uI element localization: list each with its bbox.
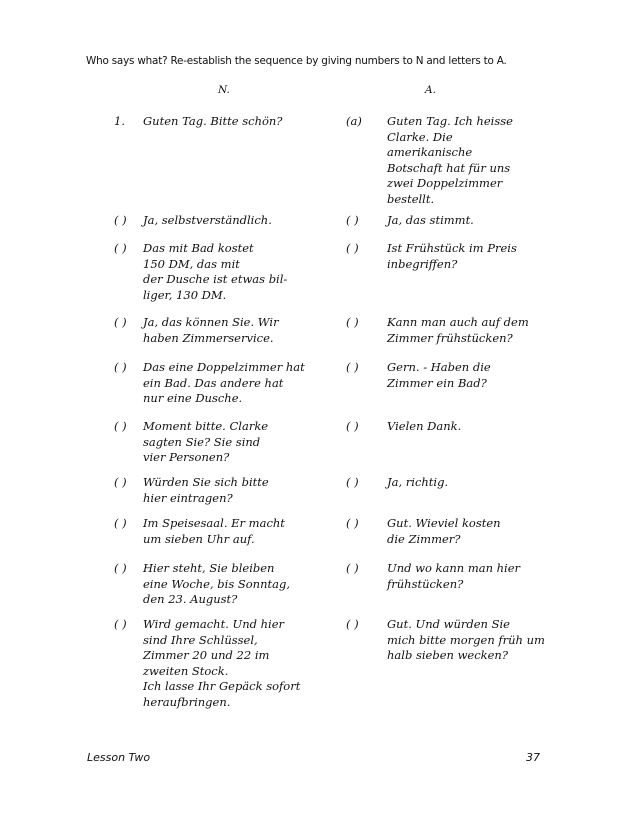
a-sequence-marker[interactable]: ( ) (346, 213, 359, 227)
n-sequence-marker[interactable]: ( ) (114, 315, 127, 329)
a-line: Gern. - Haben die Zimmer ein Bad? (387, 360, 491, 390)
a-sequence-marker[interactable]: ( ) (346, 241, 359, 255)
a-sequence-marker[interactable]: (a) (346, 114, 362, 128)
a-line: Ist Frühstück im Preis inbegriffen? (387, 241, 517, 271)
n-line: Das mit Bad kostet 150 DM, das mit der Dusche ist etwas bil- liger, 130 DM. (143, 241, 288, 302)
a-line: Vielen Dank. (387, 419, 462, 433)
a-line: Ja, das stimmt. (387, 213, 474, 227)
n-sequence-marker[interactable]: ( ) (114, 561, 127, 575)
a-line: Gut. Und würden Sie mich bitte morgen früh um halb sieben wecken? (387, 617, 545, 663)
n-sequence-marker[interactable]: ( ) (114, 360, 127, 374)
footer-lesson-title: Lesson Two (87, 751, 151, 764)
n-line: Das eine Doppelzimmer hat ein Bad. Das andere hat nur eine Dusche. (143, 360, 305, 406)
n-sequence-marker[interactable]: ( ) (114, 516, 127, 530)
a-sequence-marker[interactable]: ( ) (346, 360, 359, 374)
a-line: Kann man auch auf dem Zimmer frühstücken? (387, 315, 529, 345)
a-line: Und wo kann man hier frühstücken? (387, 561, 521, 591)
a-sequence-marker[interactable]: ( ) (346, 516, 359, 530)
n-sequence-marker[interactable]: ( ) (114, 241, 127, 255)
n-line: Moment bitte. Clarke sagten Sie? Sie sind vier Personen? (143, 419, 269, 465)
n-line: Hier steht, Sie bleiben eine Woche, bis Sonntag, den 23. August? (143, 561, 290, 607)
n-sequence-marker[interactable]: 1. (114, 114, 125, 128)
n-line: Guten Tag. Bitte schön? (143, 114, 283, 128)
n-sequence-marker[interactable]: ( ) (114, 617, 127, 631)
a-sequence-marker[interactable]: ( ) (346, 315, 359, 329)
n-sequence-marker[interactable]: ( ) (114, 475, 127, 489)
n-line: Im Speisesaal. Er macht um sieben Uhr auf. (143, 516, 285, 546)
exercise-instruction: Who says what? Re-establish the sequence by giving numbers to N and letters to A. (86, 55, 507, 67)
n-line: Würden Sie sich bitte hier eintragen? (143, 475, 269, 505)
a-sequence-marker[interactable]: ( ) (346, 475, 359, 489)
column-header-a: A. (425, 84, 436, 96)
n-sequence-marker[interactable]: ( ) (114, 213, 127, 227)
a-sequence-marker[interactable]: ( ) (346, 617, 359, 631)
n-line: Ja, selbstverständlich. (143, 213, 272, 227)
a-sequence-marker[interactable]: ( ) (346, 419, 359, 433)
n-line: Ja, das können Sie. Wir haben Zimmerservice. (143, 315, 279, 345)
page-number: 37 (526, 751, 540, 764)
a-line: Ja, richtig. (387, 475, 449, 489)
n-sequence-marker[interactable]: ( ) (114, 419, 127, 433)
n-line: Wird gemacht. Und hier sind Ihre Schlüssel, Zimmer 20 und 22 im zweiten Stock. Ich lasse Ihr Gepäck sofort heraufbringen. (143, 617, 301, 709)
column-header-n: N. (218, 84, 230, 96)
a-line: Gut. Wieviel kosten die Zimmer? (387, 516, 501, 546)
a-line: Guten Tag. Ich heisse Clarke. Die amerikanische Botschaft hat für uns zwei Doppelzimmer bestellt. (387, 114, 513, 206)
a-sequence-marker[interactable]: ( ) (346, 561, 359, 575)
